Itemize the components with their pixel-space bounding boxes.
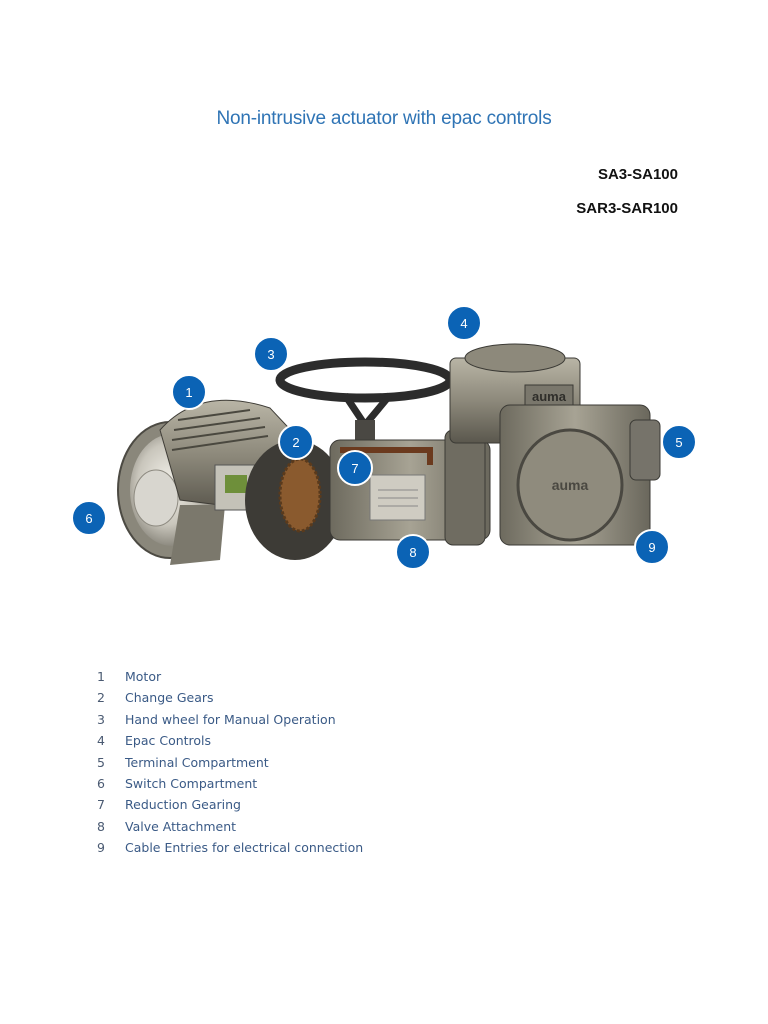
component-legend (97, 666, 363, 859)
legend-number: 3 (97, 711, 105, 727)
callout-6[interactable] (72, 501, 106, 535)
callout-4-label: 4 (460, 316, 468, 331)
legend-number: 2 (97, 690, 105, 706)
model-range-sa: SA3-SA100 (597, 166, 678, 183)
callout-7-label: 7 (351, 461, 359, 476)
legend-item (97, 687, 363, 708)
brand-mark-cover: auma (551, 477, 589, 493)
callout-4[interactable] (447, 306, 481, 340)
legend-label: Valve Attachment (125, 818, 237, 834)
legend-number: 5 (97, 754, 105, 770)
brand-mark-top: auma (532, 389, 566, 404)
legend-label: Reduction Gearing (125, 797, 241, 813)
callout-9[interactable] (635, 530, 669, 564)
callout-3[interactable] (254, 337, 288, 371)
legend-label: Change Gears (125, 690, 214, 706)
legend-label: Hand wheel for Manual Operation (125, 711, 336, 727)
callout-3-label: 3 (267, 347, 275, 362)
terminal-compartment (500, 405, 660, 545)
callout-1[interactable] (172, 375, 206, 409)
legend-number: 9 (97, 840, 105, 856)
callout-1-label: 1 (185, 385, 193, 400)
model-range-sar: SAR3-SAR100 (576, 200, 678, 217)
page-title: Non-intrusive actuator with epac controls (216, 108, 552, 129)
legend-item (97, 773, 363, 794)
legend-number: 1 (97, 669, 105, 684)
legend-number: 8 (97, 818, 105, 834)
legend-item (97, 730, 363, 751)
callout-8[interactable] (396, 535, 430, 569)
callout-7[interactable] (338, 451, 372, 485)
legend-label: Epac Controls (125, 733, 212, 749)
legend-item (97, 709, 363, 730)
legend-item (97, 752, 363, 773)
callout-5-label: 5 (675, 435, 683, 450)
callout-6-label: 6 (85, 511, 93, 526)
legend-label: Terminal Compartment (125, 754, 269, 770)
legend-item (97, 816, 363, 837)
actuator-exploded-illustration (60, 290, 720, 590)
legend-label: Cable Entries for electrical connection (125, 840, 364, 856)
legend-label: Motor (125, 669, 162, 684)
legend-label: Switch Compartment (125, 775, 258, 791)
legend-number: 4 (97, 733, 105, 749)
valve-attachment (445, 430, 485, 545)
legend-item (97, 794, 363, 815)
callout-2[interactable] (279, 425, 313, 459)
legend-number: 6 (97, 775, 105, 791)
legend-item (97, 666, 363, 687)
callout-9-label: 9 (648, 540, 656, 555)
legend-item (97, 837, 363, 858)
legend-number: 7 (97, 797, 105, 813)
callout-8-label: 8 (409, 545, 417, 560)
callout-5[interactable] (662, 425, 696, 459)
callout-2-label: 2 (292, 435, 300, 450)
